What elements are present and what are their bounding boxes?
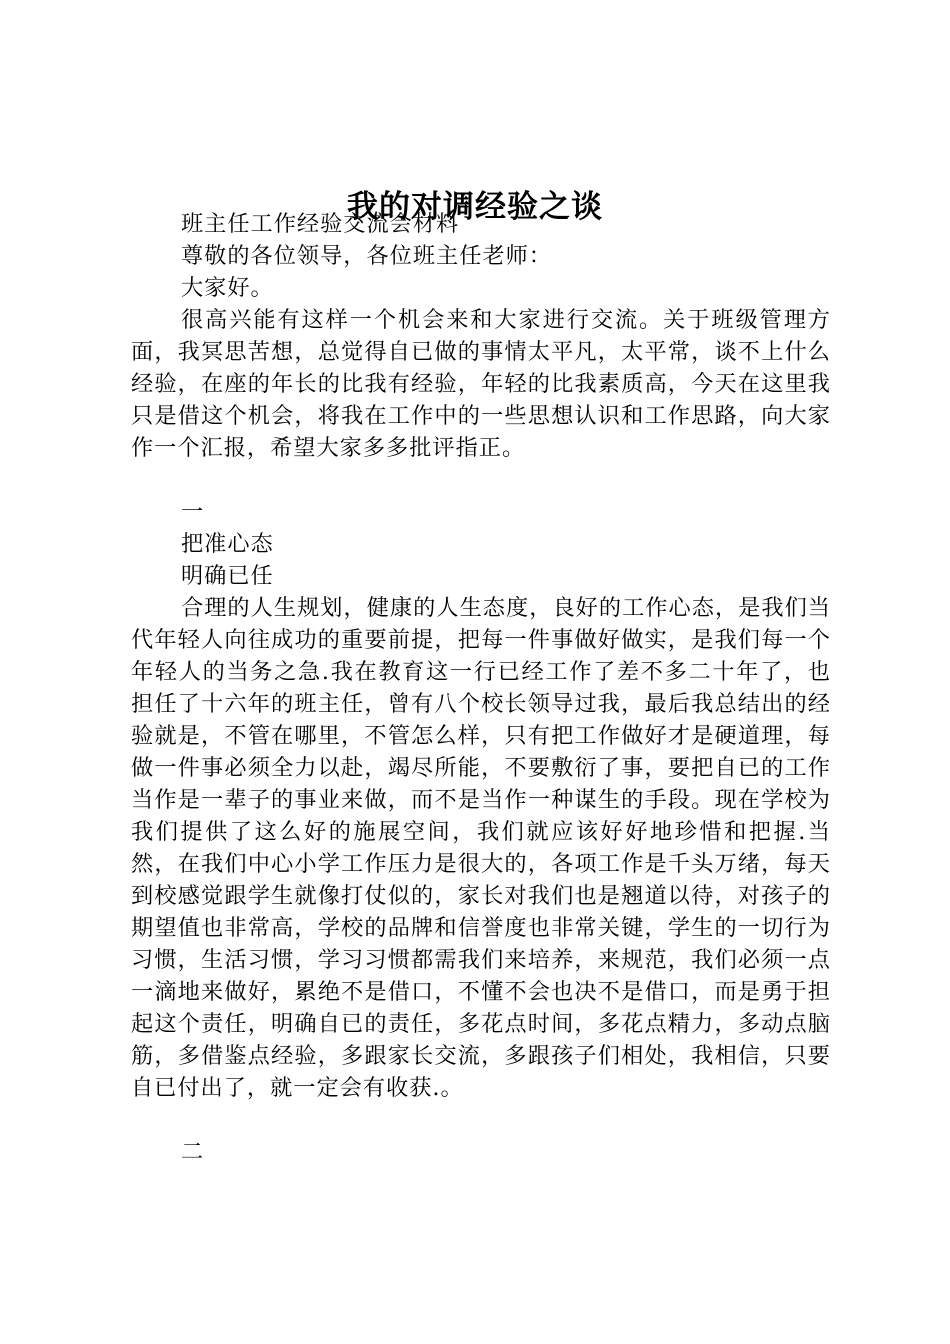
- section-number-one: 一: [181, 499, 205, 525]
- paragraph-greeting: 大家好。: [181, 275, 274, 301]
- paragraph-spacer: [131, 1104, 831, 1136]
- paragraph-material-heading: 班主任工作经验交流会材料: [181, 211, 460, 237]
- paragraph-spacer: [131, 464, 831, 496]
- paragraph-salutation: 尊敬的各位领导，各位班主任老师：: [181, 243, 552, 269]
- document-body: [131, 208, 831, 1168]
- section-number-two: 二: [181, 1139, 205, 1165]
- paragraph-section-one-body: 合理的人生规划，健康的人生态度，良好的工作心态，是我们当代年轻人向往成功的重要前提，把每一件事做好做实，是我们每一个年轻人的当务之急.我在教育这一行已经工作了差不多二十年了，也担任了十六年的班主任，曾有八个校长领导过我，最后我总结出的经验就是，不管在哪里，不管怎么样，只有把工作做好才是硬道理，每做一件事必须全力以赴，竭尽所能，不要敷衍了事，要把自已的工作当作是一辈子的事业来做，而不是当作一种谋生的手段。现在学校为我们提供了这么好的施展空间，我们就应该好好地珍惜和把握.当然，在我们中心小学工作压力是很大的，各项工作是千头万绪，每天到校感觉跟学生就像打仗似的，家长对我们也是翘道以待，对孩子的期望值也非常高，学校的品牌和信誉度也非常关键，学生的一切行为习惯，生活习惯，学习习惯都需我们来培养，来规范，我们必须一点一滴地来做好，累绝不是借口，不懂不会也决不是借口，而是勇于担起这个责任，明确自已的责任，多花点时间，多花点精力，多动点脑筋，多借鉴点经验，多跟家长交流，多跟孩子们相处，我相信，只要自已付出了，就一定会有收获.。: [131, 595, 831, 1101]
- paragraph-introduction: 很高兴能有这样一个机会来和大家进行交流。关于班级管理方面，我冥思苦想，总觉得自已做的事情太平凡，太平常，谈不上什么经验，在座的年长的比我有经验，年轻的比我素质高，今天在这里我只是借这个机会，将我在工作中的一些思想认识和工作思路，向大家作一个汇报，希望大家多多批评指正。: [131, 307, 831, 461]
- document-title: 我的对调经验之谈: [347, 189, 603, 225]
- section-heading-line-1: 把准心态: [181, 531, 274, 557]
- section-heading-line-2: 明确已任: [181, 563, 274, 589]
